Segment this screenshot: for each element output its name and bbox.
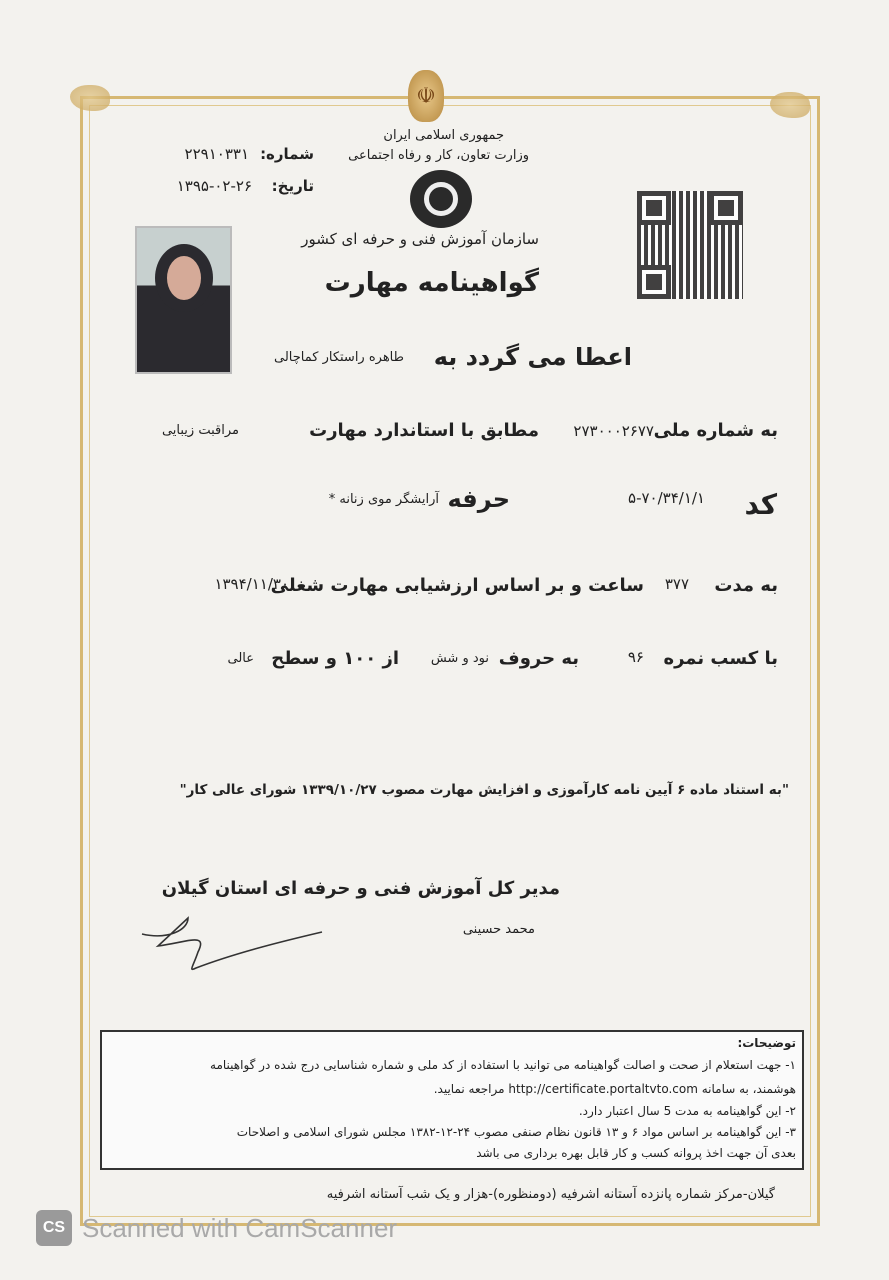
score-label: با کسب نمره	[663, 648, 778, 669]
note-line: بعدی آن جهت اخذ پروانه کسب و کار قابل بهره برداری می باشد	[476, 1146, 796, 1160]
notes-box	[100, 1030, 804, 1170]
score-words: نود و شش	[430, 651, 489, 666]
date-value: ۱۳۹۵-۰۲-۲۶	[176, 177, 252, 195]
profession-label: حرفه	[447, 485, 510, 513]
score-value: ۹۶	[627, 648, 644, 666]
assessment-label: ساعت و بر اساس ارزشیابی مهارت شغلی	[270, 575, 644, 596]
national-id: ۲۷۳۰۰۰۲۶۷۷	[573, 422, 654, 440]
corner-ornament	[70, 85, 110, 111]
corner-ornament	[770, 92, 810, 118]
standard-label: مطابق با استاندارد مهارت	[309, 420, 539, 441]
holder-photo	[135, 226, 232, 374]
camscanner-watermark	[36, 1210, 397, 1246]
national-id-label: به شماره ملی	[653, 420, 778, 441]
level-value: عالی	[227, 651, 254, 666]
words-label: به حروف	[498, 648, 579, 669]
watermark-text: Scanned with CamScanner	[82, 1212, 398, 1243]
legal-quote: "به استناد ماده ۶ آیین نامه کارآموزی و افزایش مهارت مصوب ۱۳۳۹/۱۰/۲۷ شورای عالی کار"	[179, 782, 789, 798]
note-line: ۳- این گواهینامه بر اساس مواد ۶ و ۱۳ قانون نظام صنفی مصوب ۲۴-۱۲-۱۳۸۲ مجلس شورای اسلامی و اصلاحات	[236, 1125, 796, 1139]
code-label: کد	[744, 488, 777, 521]
signatory-title: مدیر کل آموزش فنی و حرفه ای استان گیلان	[161, 878, 560, 899]
note-line: هوشمند، به سامانه http://certificate.portaltvto.com مراجعه نمایید.	[433, 1082, 796, 1096]
profession-value: آرایشگر موی زنانه *	[328, 492, 439, 507]
issuing-center: گیلان-مرکز شماره پانزده آستانه اشرفیه (دومنظوره)-هزار و یک شب آستانه اشرفیه	[326, 1187, 775, 1202]
note-line: ۱- جهت استعلام از صحت و اصالت گواهینامه می توانید با استفاده از کد ملی و شماره شناسایی درج شده در گواهینامه	[210, 1058, 796, 1072]
note-line: ۲- این گواهینامه به مدت 5 سال اعتبار دارد.	[578, 1104, 796, 1118]
iran-emblem-icon: ☫	[408, 70, 444, 122]
holder-name: طاهره راستکار کماچالی	[274, 350, 404, 365]
country-name: جمهوری اسلامی ایران	[383, 128, 504, 143]
hours-value: ۳۷۷	[664, 575, 689, 593]
assessment-date: ۱۳۹۴/۱۱/۳۰	[214, 575, 289, 593]
duration-label: به مدت	[714, 575, 778, 596]
ministry-name: وزارت تعاون، کار و رفاه اجتماعی	[348, 148, 529, 163]
out-of-label: از ۱۰۰ و سطح	[271, 648, 399, 669]
number-label: شماره:	[260, 145, 314, 163]
signatory-name: محمد حسینی	[462, 922, 535, 937]
notes-heading: توضیحات:	[737, 1036, 796, 1050]
camscanner-logo-icon: CS	[36, 1210, 72, 1246]
organization-name: سازمان آموزش فنی و حرفه ای کشور	[301, 230, 539, 248]
tvto-logo-icon	[410, 170, 472, 228]
qr-code	[637, 191, 743, 299]
number-value: ۲۲۹۱۰۳۳۱	[184, 145, 249, 163]
code-value: ۵-۷۰/۳۴/۱/۱	[628, 489, 705, 507]
signature	[138, 912, 328, 974]
date-label: تاریخ:	[271, 177, 314, 195]
certificate-title: گواهینامه مهارت	[324, 268, 539, 298]
granted-label: اعطا می گردد به	[433, 343, 632, 371]
standard-value: مراقبت زیبایی	[161, 423, 239, 438]
